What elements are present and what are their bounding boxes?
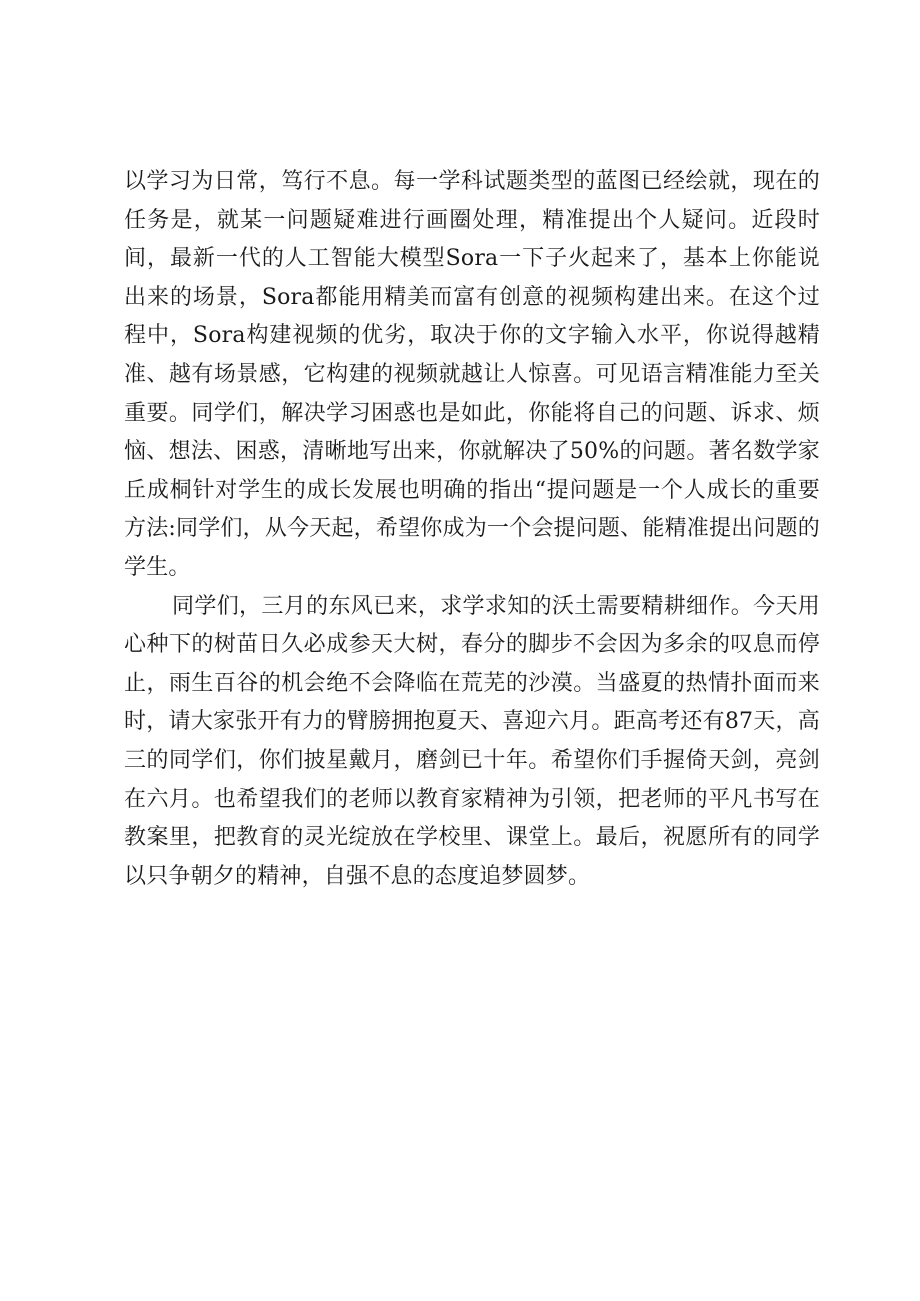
paragraph-2: 同学们，三月的东风已来，求学求知的沃土需要精耕细作。今天用心种下的树苗日久必成参天大树，春分的脚步不会因为多余的叹息而停止，雨生百谷的机会绝不会降临在荒芜的沙漠。当盛夏的热情扑面而来时，请大家张开有力的臂膀拥抱夏天、喜迎六月。距高考还有87天，高三的同学们，你们披星戴月，磨剑已十年。希望你们手握倚天剑，亮剑在六月。也希望我们的老师以教育家精神为引领，把老师的平凡书写在教案里，把教育的灵光绽放在学校里、课堂上。最后，祝愿所有的同学以只争朝夕的精神，自强不息的态度追梦圆梦。 — [124, 593, 820, 889]
paragraph-1: 以学习为日常，笃行不息。每一学科试题类型的蓝图已经绘就，现在的任务是，就某一问题疑难进行画圈处理，精准提出个人疑问。近段时间，最新一代的人工智能大模型Sora一下子火起来了，基本上你能说出来的场景，Sora都能用精美而富有创意的视频构建出来。在这个过程中，Sora构建视频的优劣，取决于你的文字输入水平，你说得越精准、越有场景感，它构建的视频就越让人惊喜。可见语言精准能力至关重要。同学们，解决学习困惑也是如此，你能将自己的问题、诉求、烦恼、想法、困惑，清晰地写出来，你就解决了50%的问题。著名数学家丘成桐针对学生的成长发展也明确的指出“提问题是一个人成长的重要方法:同学们，从今天起，希望你成为一个会提问题、能精准提出问题的学生。 — [124, 169, 820, 580]
document-body — [124, 163, 820, 896]
